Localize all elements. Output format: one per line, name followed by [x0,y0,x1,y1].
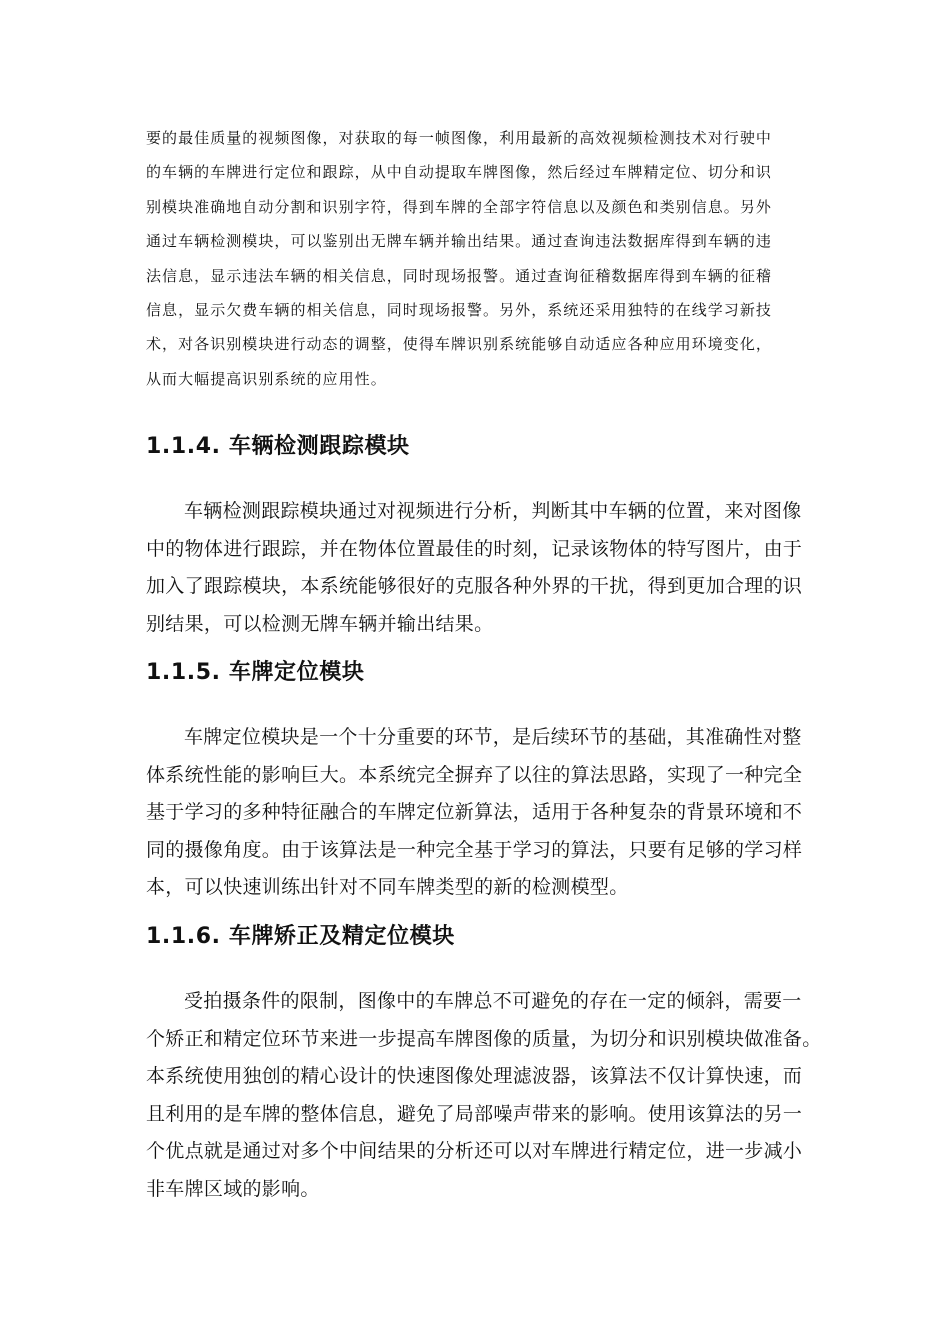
text-line: 车辆检测跟踪模块通过对视频进行分析，判断其中车辆的位置，来对图像 [184,500,802,522]
text-line: 体系统性能的影响巨大。本系统完全摒弃了以往的算法思路，实现了一种完全 [146,763,803,786]
text-line: 要的最佳质量的视频图像，对获取的每一帧图像，利用最新的高效视频检测技术对行驶中 [146,129,772,147]
text-line: 从而大幅提高识别系统的应用性。 [146,369,387,388]
text-line: 本系统使用独创的精心设计的快速图像处理滤波器，该算法不仅计算快速，而 [146,1065,803,1087]
section-paragraph-1-1-6 [146,983,822,1208]
section-heading-1-1-4: 1.1.4. 车辆检测跟踪模块 [146,434,410,459]
text-line: 信息，显示欠费车辆的相关信息，同时现场报警。另外，系统还采用独特的在线学习新技 [146,300,772,319]
text-line: 法信息，显示违法车辆的相关信息，同时现场报警。通过查询征稽数据库得到车辆的征稽 [146,266,772,285]
section-paragraph-1-1-4 [146,493,812,643]
intro-paragraph [146,121,812,396]
text-line: 且利用的是车牌的整体信息，避免了局部噪声带来的影响。使用该算法的另一 [146,1102,803,1125]
text-line: 的车辆的车牌进行定位和跟踪，从中自动提取车牌图像，然后经过车牌精定位、切分和识 [146,163,772,182]
text-line: 通过车辆检测模块，可以鉴别出无牌车辆并输出结果。通过查询违法数据库得到车辆的违 [146,232,772,251]
section-heading-1-1-5: 1.1.5. 车牌定位模块 [146,660,365,685]
text-line: 基于学习的多种特征融合的车牌定位新算法，适用于各种复杂的背景环境和不 [146,801,803,823]
text-line: 别结果，可以检测无牌车辆并输出结果。 [146,612,494,635]
text-line: 车牌定位模块是一个十分重要的环节，是后续环节的基础，其准确性对整 [184,726,802,748]
text-line: 别模块准确地自动分割和识别字符，得到车牌的全部字符信息以及颜色和类别信息。另外 [146,197,772,216]
text-line: 中的物体进行跟踪，并在物体位置最佳的时刻，记录该物体的特写图片，由于 [146,537,803,560]
text-line: 受拍摄条件的限制，图像中的车牌总不可避免的存在一定的倾斜，需要一 [184,990,802,1012]
section-heading-1-1-6: 1.1.6. 车牌矫正及精定位模块 [146,924,455,949]
text-line: 非车牌区域的影响。 [146,1177,320,1200]
text-line: 同的摄像角度。由于该算法是一种完全基于学习的算法，只要有足够的学习样 [146,838,803,861]
section-paragraph-1-1-5 [146,719,812,907]
text-line: 个矫正和精定位环节来进一步提高车牌图像的质量，为切分和识别模块做准备。 [146,1027,822,1050]
text-line: 加入了跟踪模块，本系统能够很好的克服各种外界的干扰，得到更加合理的识 [146,575,803,597]
text-line: 本，可以快速训练出针对不同车牌类型的新的检测模型。 [146,876,629,898]
text-line: 个优点就是通过对多个中间结果的分析还可以对车牌进行精定位，进一步减小 [146,1140,803,1162]
text-line: 术，对各识别模块进行动态的调整，使得车牌识别系统能够自动适应各种应用环境变化， [146,335,772,354]
